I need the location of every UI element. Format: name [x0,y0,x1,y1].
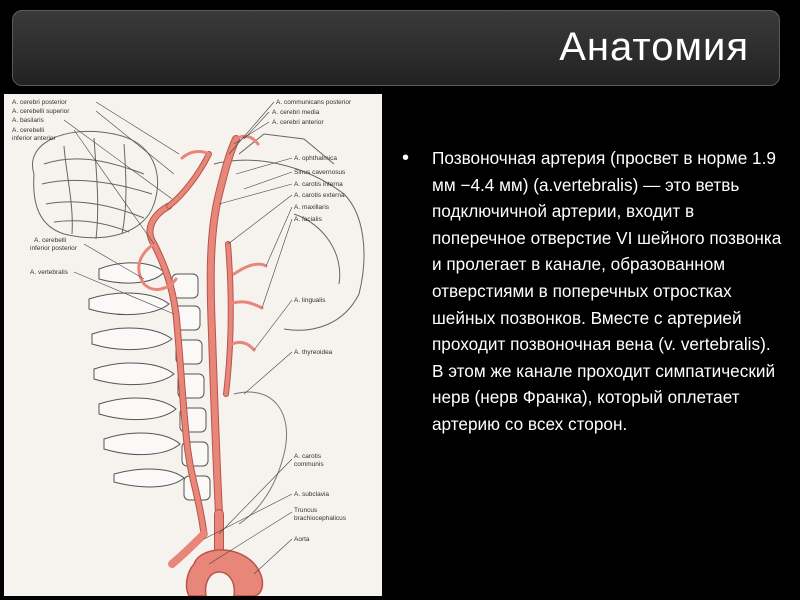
label-cerebelli-superior: A. cerebelli superior [12,108,70,115]
bullet-list [402,145,782,438]
label-truncus-2: brachiocephalicus [294,515,347,522]
artery-diagram [4,94,382,596]
slide-title: Анатомия [559,25,749,69]
label-cerebelli-inf-post-2: inferior posterior [30,245,77,252]
label-facialis: A. facialis [294,216,322,223]
label-truncus-1: Truncus [294,507,318,514]
label-cerebri-media: A. cerebri media [272,109,320,116]
label-carotis-communis-1: A. carotis [294,453,322,460]
label-aorta: Aorta [294,536,310,543]
title-bar [12,10,780,86]
label-cerebelli-inf-post-1: A. cerebelli [34,237,67,244]
label-vertebralis: A. vertebralis [30,269,68,276]
label-basilaris: A. basilaris [12,117,44,124]
label-ophthalmica: A. ophthalmica [294,155,337,162]
label-cerebri-anterior: A. cerebri anterior [272,119,324,126]
label-cerebelli-inf-ant-2: inferior anterior [12,135,56,142]
bullet-marker: • [402,147,410,169]
neck-outline [234,392,287,524]
label-carotis-interna: A. carotis interna [294,181,343,188]
anatomy-figure [4,94,382,596]
label-carotis-externa: A. carotis externa [294,192,345,199]
aortic-arch [187,550,263,596]
label-cerebelli-inf-ant-1: A. cerebelli [12,127,45,134]
label-communicans-posterior: A. communicans posterior [276,99,352,106]
label-carotis-communis-2: communis [294,461,324,468]
label-subclavia: A. subclavia [294,491,330,498]
label-maxillaris: A. maxillaris [294,204,330,211]
label-lingualis: A. lingualis [294,297,326,304]
label-cerebri-posterior: A. cerebri posterior [12,99,67,106]
label-sinus-cavernosus: Sinus cavernosus [294,169,346,176]
label-thyreoidea: A. thyreoidea [294,349,333,356]
bullet-text: Позвоночная артерия (просвет в норме 1.9 мм −4.4 мм) (a.vertebralis) — это ветвь подключичной артерии, входит в поперечное отверстие VI шейного позвонка и пролегает в канале, образованном отверстиями в поперечных отростках шейных позвонков. Вместе с артерией проходит позвоночная вена (v. vertebralis). В этом же канале проходит симпатический нерв (нерв Франка), который оплетает артерию со всех сторон. [432,148,782,434]
